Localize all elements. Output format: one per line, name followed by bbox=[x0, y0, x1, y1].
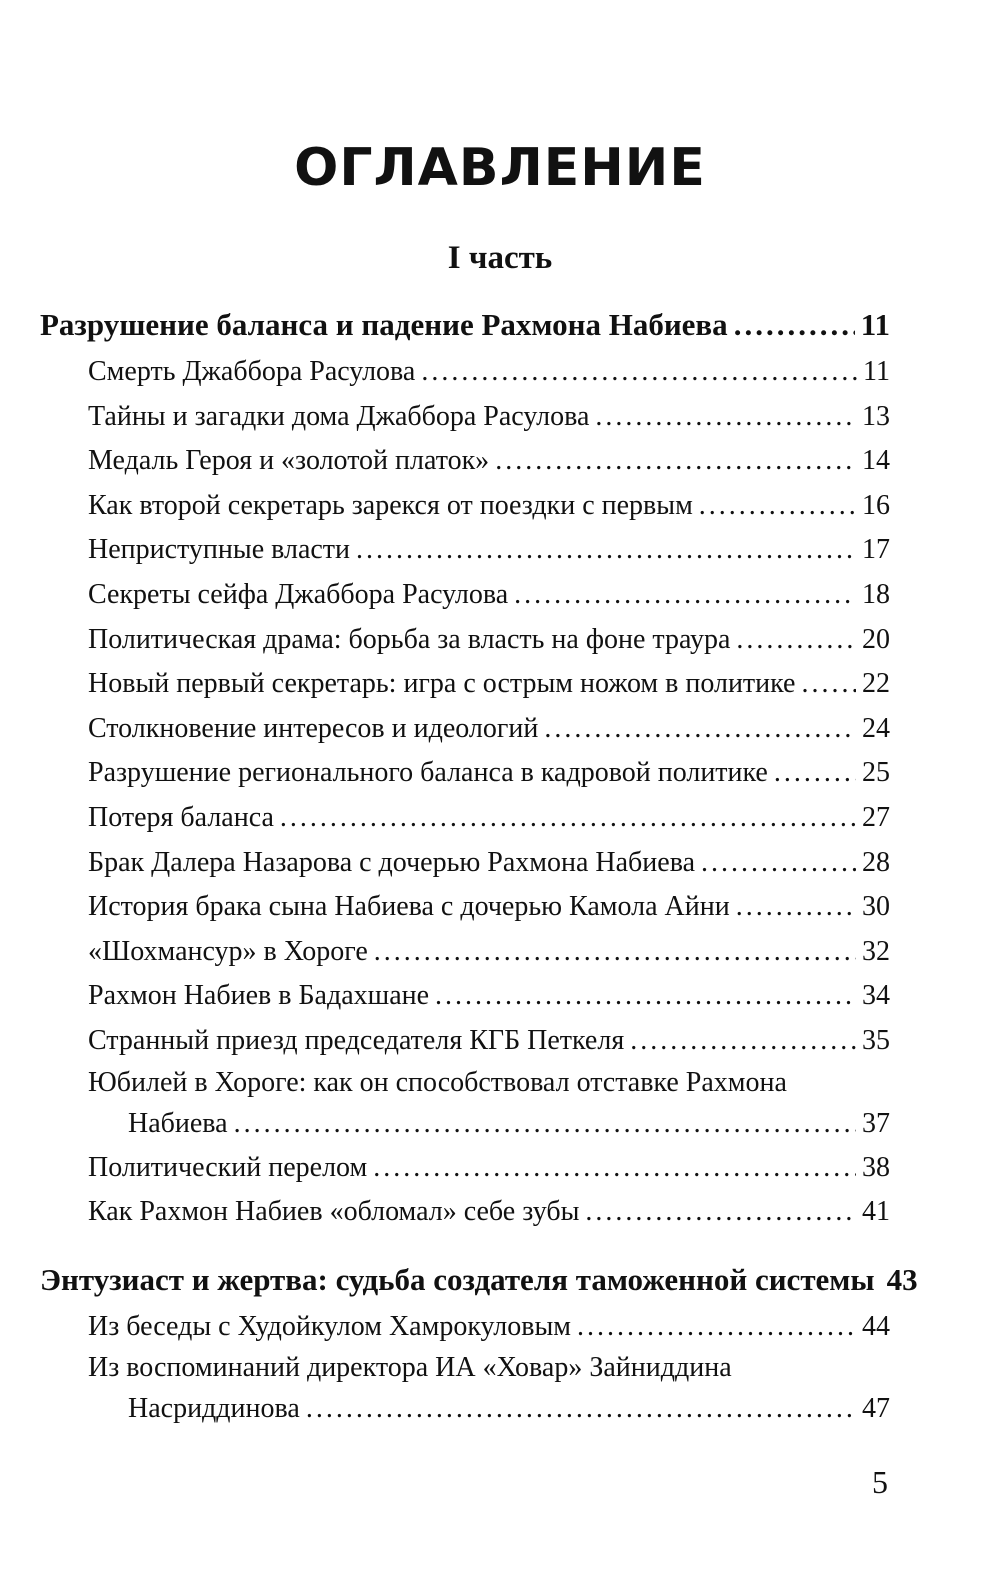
section-title: Энтузиаст и жертва: судьба создателя таможенной системы bbox=[40, 1261, 875, 1297]
leader-dots bbox=[736, 618, 856, 663]
leader-dots bbox=[495, 439, 856, 484]
toc-entry bbox=[40, 796, 890, 841]
section-page: 11 bbox=[860, 307, 890, 342]
entry-page: 16 bbox=[862, 489, 890, 521]
entry-page: 13 bbox=[862, 400, 890, 432]
entry-title: Как Рахмон Набиев «обломал» себе зубы bbox=[88, 1196, 580, 1228]
leader-dots bbox=[514, 573, 856, 618]
toc-entry bbox=[40, 484, 890, 529]
entry-title: Смерть Джаббора Расулова bbox=[88, 356, 416, 387]
entry-page: 24 bbox=[862, 712, 890, 744]
entry-title: Секреты сейфа Джаббора Расулова bbox=[88, 578, 509, 610]
entry-page: 22 bbox=[862, 668, 890, 700]
toc-entry bbox=[40, 751, 890, 796]
entry-page: 44 bbox=[862, 1310, 890, 1342]
entry-title-continued: Набиева bbox=[128, 1107, 228, 1139]
leader-dots bbox=[435, 974, 856, 1019]
toc-entry bbox=[40, 885, 890, 930]
toc-entry bbox=[40, 1190, 890, 1235]
section-page: 43 bbox=[886, 1261, 918, 1297]
entry-title: «Шохмансур» в Хороге bbox=[88, 935, 368, 967]
toc-section-heading bbox=[40, 1255, 918, 1305]
toc-heading: ОГЛАВЛЕНИЕ bbox=[294, 138, 706, 198]
entry-title: Как второй секретарь зарекся от поездки с первым bbox=[88, 489, 693, 521]
toc-entry bbox=[40, 395, 890, 440]
entry-title-continued: Насриддинова bbox=[128, 1393, 300, 1425]
toc-entry bbox=[40, 1019, 890, 1064]
entry-page: 25 bbox=[862, 757, 890, 789]
toc-entry bbox=[40, 528, 890, 573]
entry-page: 35 bbox=[862, 1024, 890, 1056]
toc-entry bbox=[40, 974, 890, 1019]
leader-dots bbox=[736, 885, 856, 930]
leader-dots bbox=[421, 350, 857, 395]
entry-title: Неприступные власти bbox=[88, 534, 351, 566]
leader-dots bbox=[373, 1146, 856, 1191]
page-number: 5 bbox=[872, 1464, 888, 1500]
toc-section-heading bbox=[40, 300, 890, 350]
entry-title: Из воспоминаний директора ИА «Ховар» Зайниддина bbox=[88, 1352, 732, 1384]
leader-dots bbox=[234, 1102, 856, 1146]
entry-title: История брака сына Набиева с дочерью Камола Айни bbox=[88, 891, 730, 923]
toc-entry bbox=[40, 841, 890, 886]
toc-entry bbox=[40, 439, 890, 484]
leader-dots bbox=[544, 707, 856, 752]
entry-title: Разрушение регионального баланса в кадровой политике bbox=[88, 757, 768, 789]
part-heading: I часть bbox=[447, 240, 553, 276]
leader-dots bbox=[280, 796, 856, 841]
leader-dots bbox=[374, 930, 856, 975]
leader-dots bbox=[577, 1305, 856, 1350]
entry-title: Столкновение интересов и идеологий bbox=[88, 712, 539, 744]
entry-title: Новый первый секретарь: игра с острым ножом в политике bbox=[88, 668, 796, 700]
leader-dots bbox=[701, 841, 856, 886]
toc-entry bbox=[40, 662, 890, 707]
entry-title: Медаль Героя и «золотой платок» bbox=[88, 445, 490, 477]
leader-dots bbox=[734, 300, 855, 350]
entry-title: Из беседы с Худойкулом Хамрокуловым bbox=[88, 1310, 572, 1342]
toc-entry bbox=[40, 350, 890, 395]
toc-entry bbox=[40, 1305, 890, 1350]
entry-page: 27 bbox=[862, 801, 890, 833]
leader-dots bbox=[585, 1190, 856, 1235]
leader-dots bbox=[595, 395, 856, 440]
section-title: Разрушение баланса и падение Рахмона Набиева bbox=[40, 307, 728, 342]
leader-dots bbox=[801, 662, 856, 707]
leader-dots bbox=[306, 1387, 856, 1431]
leader-dots bbox=[630, 1019, 856, 1064]
toc-entry bbox=[40, 573, 890, 618]
entry-title: Тайны и загадки дома Джаббора Расулова bbox=[88, 400, 590, 432]
toc-entry bbox=[40, 707, 890, 752]
entry-title: Политическая драма: борьба за власть на фоне траура bbox=[88, 623, 731, 655]
toc-entry bbox=[40, 1349, 890, 1431]
entry-page: 11 bbox=[863, 356, 890, 387]
entry-page: 30 bbox=[862, 891, 890, 923]
entry-page: 14 bbox=[862, 445, 890, 477]
leader-dots bbox=[356, 528, 856, 573]
toc-entry bbox=[40, 618, 890, 663]
entry-page: 17 bbox=[862, 534, 890, 566]
leader-dots bbox=[699, 484, 856, 529]
table-of-contents bbox=[40, 300, 918, 1431]
entry-title: Брак Далера Назарова с дочерью Рахмона Набиева bbox=[88, 846, 695, 878]
entry-title: Странный приезд председателя КГБ Петкеля bbox=[88, 1024, 625, 1056]
entry-page: 47 bbox=[862, 1393, 890, 1425]
entry-title: Политический перелом bbox=[88, 1151, 368, 1183]
entry-page: 28 bbox=[862, 846, 890, 878]
entry-page: 20 bbox=[862, 623, 890, 655]
entry-title: Юбилей в Хороге: как он способствовал отставке Рахмона bbox=[88, 1066, 787, 1098]
toc-entry bbox=[40, 930, 890, 975]
entry-page: 37 bbox=[862, 1107, 890, 1139]
entry-page: 41 bbox=[862, 1196, 890, 1228]
entry-page: 32 bbox=[862, 935, 890, 967]
toc-entry bbox=[40, 1064, 890, 1146]
entry-page: 38 bbox=[862, 1151, 890, 1183]
entry-title: Потеря баланса bbox=[88, 801, 274, 833]
entry-page: 34 bbox=[862, 980, 890, 1012]
leader-dots bbox=[774, 751, 856, 796]
entry-title: Рахмон Набиев в Бадахшане bbox=[88, 980, 430, 1012]
toc-entry bbox=[40, 1146, 890, 1191]
entry-page: 18 bbox=[862, 578, 890, 610]
